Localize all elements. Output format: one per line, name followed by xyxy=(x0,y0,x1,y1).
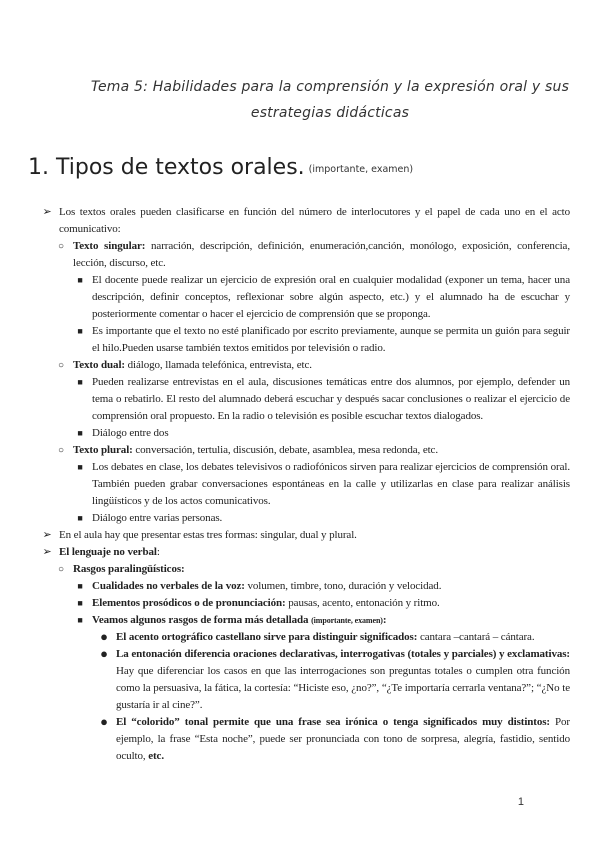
colorido-end: etc. xyxy=(148,750,164,762)
square-bullet-icon: ■ xyxy=(77,615,83,625)
aula-text: En el aula hay que presentar estas tres formas: singular, dual y plural. xyxy=(59,529,357,541)
circle-bullet-icon: ○ xyxy=(58,445,64,456)
arrow-bullet-icon: ➢ xyxy=(42,546,52,558)
list-item-veamos xyxy=(0,612,600,629)
square-bullet-icon: ■ xyxy=(77,326,83,336)
list-item-plural-1 xyxy=(0,459,600,510)
acento-text: cantara –cantará – cántara. xyxy=(419,631,535,643)
section-heading-text: 1. Tipos de textos orales. xyxy=(28,155,305,180)
dual-label: Texto dual: xyxy=(73,359,125,371)
square-bullet-icon: ■ xyxy=(77,428,83,438)
list-item-plural xyxy=(0,442,600,459)
cualidades-label: Cualidades no verbales de la voz: xyxy=(92,580,245,592)
prosodicos-label: Elementos prosódicos o de pronunciación: xyxy=(92,597,286,609)
arrow-bullet-icon: ➢ xyxy=(42,529,52,541)
nonverbal-colon: : xyxy=(156,546,160,558)
paralinguisticos-label: Rasgos paralingüísticos: xyxy=(73,563,185,575)
list-item-intro xyxy=(0,204,600,238)
list-item-dual xyxy=(0,357,600,374)
square-bullet-icon: ■ xyxy=(77,513,83,523)
dot-bullet-icon: ● xyxy=(100,714,108,729)
square-bullet-icon: ■ xyxy=(77,598,83,608)
circle-bullet-icon: ○ xyxy=(58,360,64,371)
list-item-singular-2 xyxy=(0,323,600,357)
document-body xyxy=(0,204,600,765)
list-item-singular-1 xyxy=(0,272,600,323)
singular-text: narración, descripción, definición, enumeración,canción, monólogo, exposición, conferencia, lección, discurso, etc. xyxy=(73,240,570,269)
dual-bullet-1: Pueden realizarse entrevistas en el aula, discusiones temáticas entre dos alumnos, por ejemplo, defender un tema o rebatirlo. El resto del alumnado deberá escuchar y después sacar conclusiones o realizar el ejercicio de comprensión oral propuesto. En la radio o televisión es posible escuchar textos dialogados. xyxy=(92,376,570,422)
section-heading-note: (importante, examen) xyxy=(308,164,414,175)
circle-bullet-icon: ○ xyxy=(58,241,64,252)
dual-text: diálogo, llamada telefónica, entrevista, etc. xyxy=(127,359,312,371)
veamos-note: (importante, examen) xyxy=(311,616,383,625)
list-item-dual-1 xyxy=(0,374,600,425)
page-number: 1 xyxy=(517,796,524,808)
list-item-colorido xyxy=(0,714,600,765)
cualidades-text: volumen, timbre, tono, duración y velocidad. xyxy=(247,580,442,592)
square-bullet-icon: ■ xyxy=(77,462,83,472)
arrow-bullet-icon: ➢ xyxy=(42,206,52,218)
plural-bullet-1: Los debates en clase, los debates televisivos o radiofónicos sirven para realizar ejercicios de comprensión oral. También pueden grabar conversaciones espontáneas en la calle y utilizarlas en clase para realizar análisis lingüísticos y de los actos comunicativos. xyxy=(92,461,570,507)
singular-bullet-1: El docente puede realizar un ejercicio de expresión oral en cualquier modalidad (exponer un tema, hacer una descripción, definir conceptos, reflexionar sobre algún aspecto, etc.) y el alumnado ha de escuchar y posteriormente comentar o hacer el ejercicio de comprensión que se proponga. xyxy=(92,274,570,320)
document-title: Tema 5: Habilidades para la comprensión y la expresión oral y sus estrategias didácticas xyxy=(90,79,570,121)
list-item-nonverbal xyxy=(0,544,600,561)
list-item-aula xyxy=(0,527,600,544)
square-bullet-icon: ■ xyxy=(77,581,83,591)
entonacion-text: Hay que diferenciar los casos en que las interrogaciones son preguntas totales o cumplen otra función como la persuasiva, la fática, la cortesía: “Hiciste eso, ¿no?”, “¿Te importaría cerrarla ventana?”; “¿No te gustaría ir al cine?”. xyxy=(116,665,570,711)
dot-bullet-icon: ● xyxy=(100,629,108,644)
plural-text: conversación, tertulia, discusión, debate, asamblea, mesa redonda, etc. xyxy=(135,444,438,456)
singular-label: Texto singular: xyxy=(73,240,146,252)
list-item-plural-2 xyxy=(0,510,600,527)
list-item-acento xyxy=(0,629,600,646)
colorido-label: El “colorido” tonal permite que una frase sea irónica o tenga significados muy distintos: xyxy=(116,716,550,728)
dot-bullet-icon: ● xyxy=(100,646,108,661)
square-bullet-icon: ■ xyxy=(77,275,83,285)
list-item-prosodicos xyxy=(0,595,600,612)
square-bullet-icon: ■ xyxy=(77,377,83,387)
plural-bullet-2: Diálogo entre varias personas. xyxy=(92,512,223,524)
list-item-entonacion xyxy=(0,646,600,714)
dual-bullet-2: Diálogo entre dos xyxy=(92,427,169,439)
section-heading xyxy=(28,155,588,180)
veamos-colon: : xyxy=(382,614,387,626)
nonverbal-label: El lenguaje no verbal xyxy=(59,546,157,558)
list-item-paralinguisticos xyxy=(0,561,600,578)
circle-bullet-icon: ○ xyxy=(58,564,64,575)
list-item-cualidades xyxy=(0,578,600,595)
intro-text: Los textos orales pueden clasificarse en función del número de interlocutores y el papel de cada uno en el acto comunicativo: xyxy=(59,206,570,235)
list-item-singular xyxy=(0,238,600,272)
singular-bullet-2: Es importante que el texto no esté planificado por escrito previamente, aunque se permita un guión para seguir el hilo.Pueden usarse también textos emitidos por televisión o radio. xyxy=(92,325,570,354)
colorido-text: Por ejemplo, la frase “Esta noche”, puede ser pronunciada con tono de sorpresa, alegría, fastidio, sentido oculto, xyxy=(116,716,570,762)
veamos-label: Veamos algunos rasgos de forma más detallada xyxy=(92,614,309,626)
list-item-dual-2 xyxy=(0,425,600,442)
entonacion-label: La entonación diferencia oraciones declarativas, interrogativas (totales y parciales) y exclamativas: xyxy=(116,648,570,660)
prosodicos-text: pausas, acento, entonación y ritmo. xyxy=(288,597,440,609)
plural-label: Texto plural: xyxy=(73,444,133,456)
acento-label: El acento ortográfico castellano sirve para distinguir significados: xyxy=(116,631,418,643)
